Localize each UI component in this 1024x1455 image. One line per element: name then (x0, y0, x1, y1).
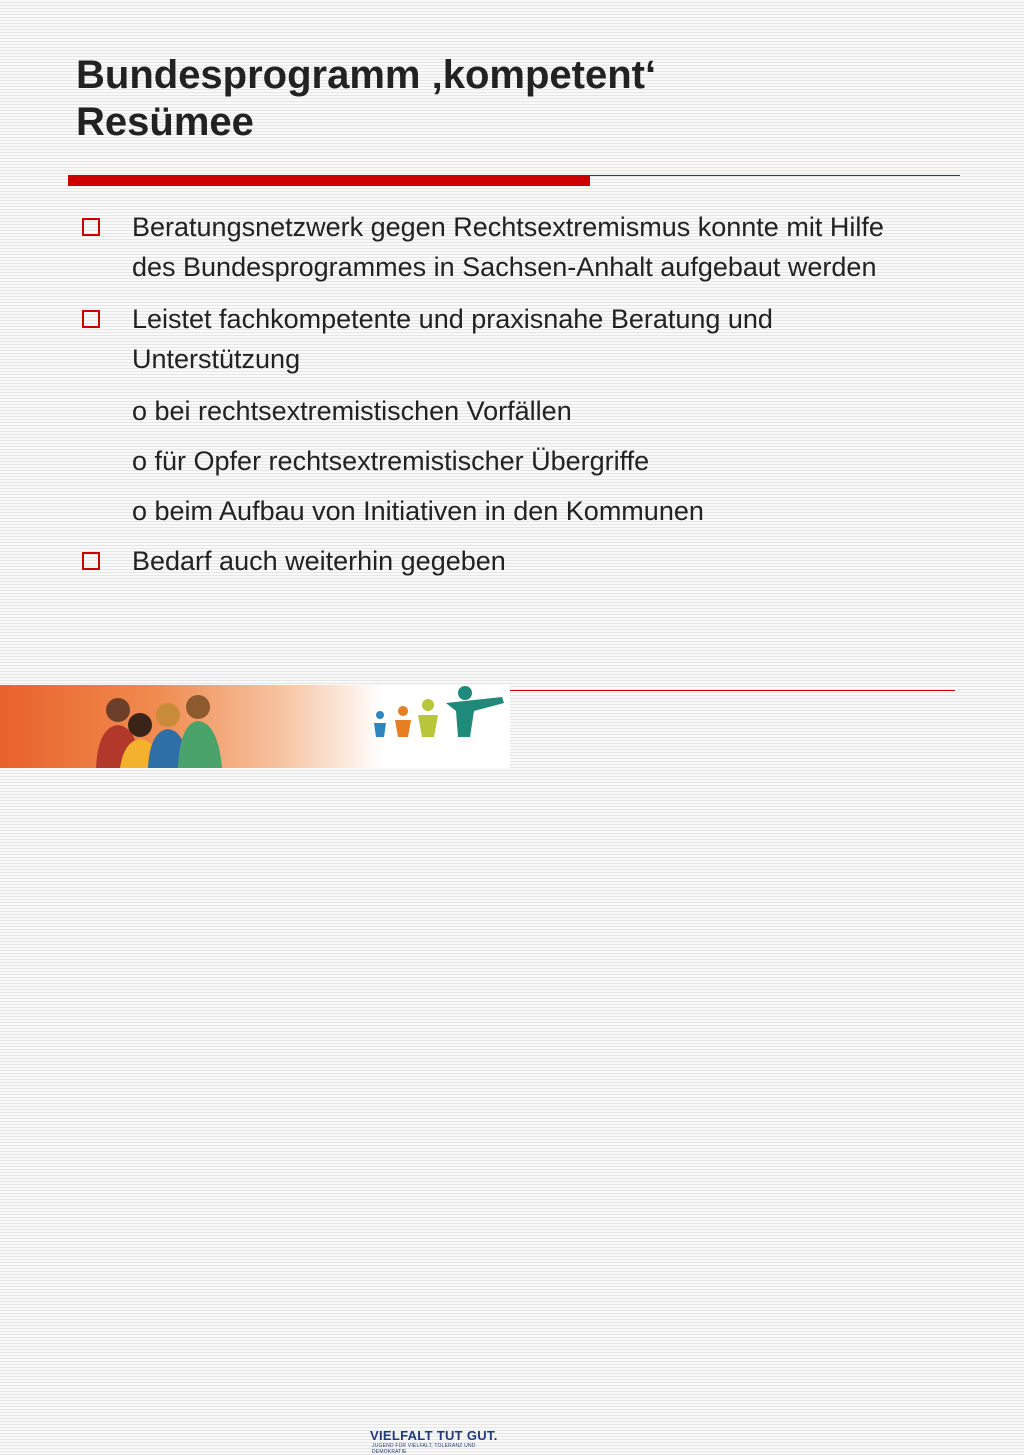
bullet-text: Bedarf auch weiterhin gegeben (132, 546, 506, 576)
footer-banner (0, 685, 510, 1455)
title-line-1: Bundesprogramm ‚kompetent‘ (76, 53, 657, 97)
square-bullet-icon (82, 310, 100, 328)
square-bullet-icon (82, 218, 100, 236)
title-line-2: Resümee (76, 100, 254, 144)
figure-head (398, 706, 408, 716)
person-body (178, 721, 222, 768)
bullet-text: Leistet fachkompetente und praxisnahe Beratung und Unterstützung (132, 304, 773, 374)
logo-text: VIELFALT TUT GUT. (370, 1428, 498, 1443)
sub-bullet-text: o für Opfer rechtsextremistischer Übergriffe (132, 446, 650, 476)
bullet-item (82, 299, 902, 379)
logo-subtext: JUGEND FÜR VIELFALT, TOLERANZ UND DEMOKRATIE (372, 1443, 476, 1455)
person-head (186, 695, 210, 719)
sub-bullet-text: o bei rechtsextremistischen Vorfällen (132, 396, 572, 426)
slide-title (76, 52, 656, 146)
square-bullet-icon (82, 552, 100, 570)
footer-divider-line (510, 690, 955, 691)
logo-figures-icon (370, 685, 520, 745)
title-underline-thick (68, 175, 590, 186)
figure-body (418, 715, 438, 737)
person-head (128, 713, 152, 737)
figure-body (446, 697, 504, 737)
title-underline-thin (590, 175, 960, 176)
figure-body (395, 720, 411, 737)
figure-head (376, 711, 384, 719)
bullet-item (82, 541, 902, 581)
person-head (106, 698, 130, 722)
figure-body (374, 723, 386, 737)
bullet-list (82, 207, 902, 593)
bullet-item (82, 207, 902, 287)
figure-head (422, 699, 434, 711)
people-photo (0, 685, 260, 768)
bullet-text: Beratungsnetzwerk gegen Rechtsextremismus konnte mit Hilfe des Bundesprogrammes in Sachsen-Anhalt aufgebaut werden (132, 212, 884, 282)
figure-head (458, 686, 472, 700)
person-head (156, 703, 180, 727)
sub-bullet-text: o beim Aufbau von Initiativen in den Kommunen (132, 496, 704, 526)
